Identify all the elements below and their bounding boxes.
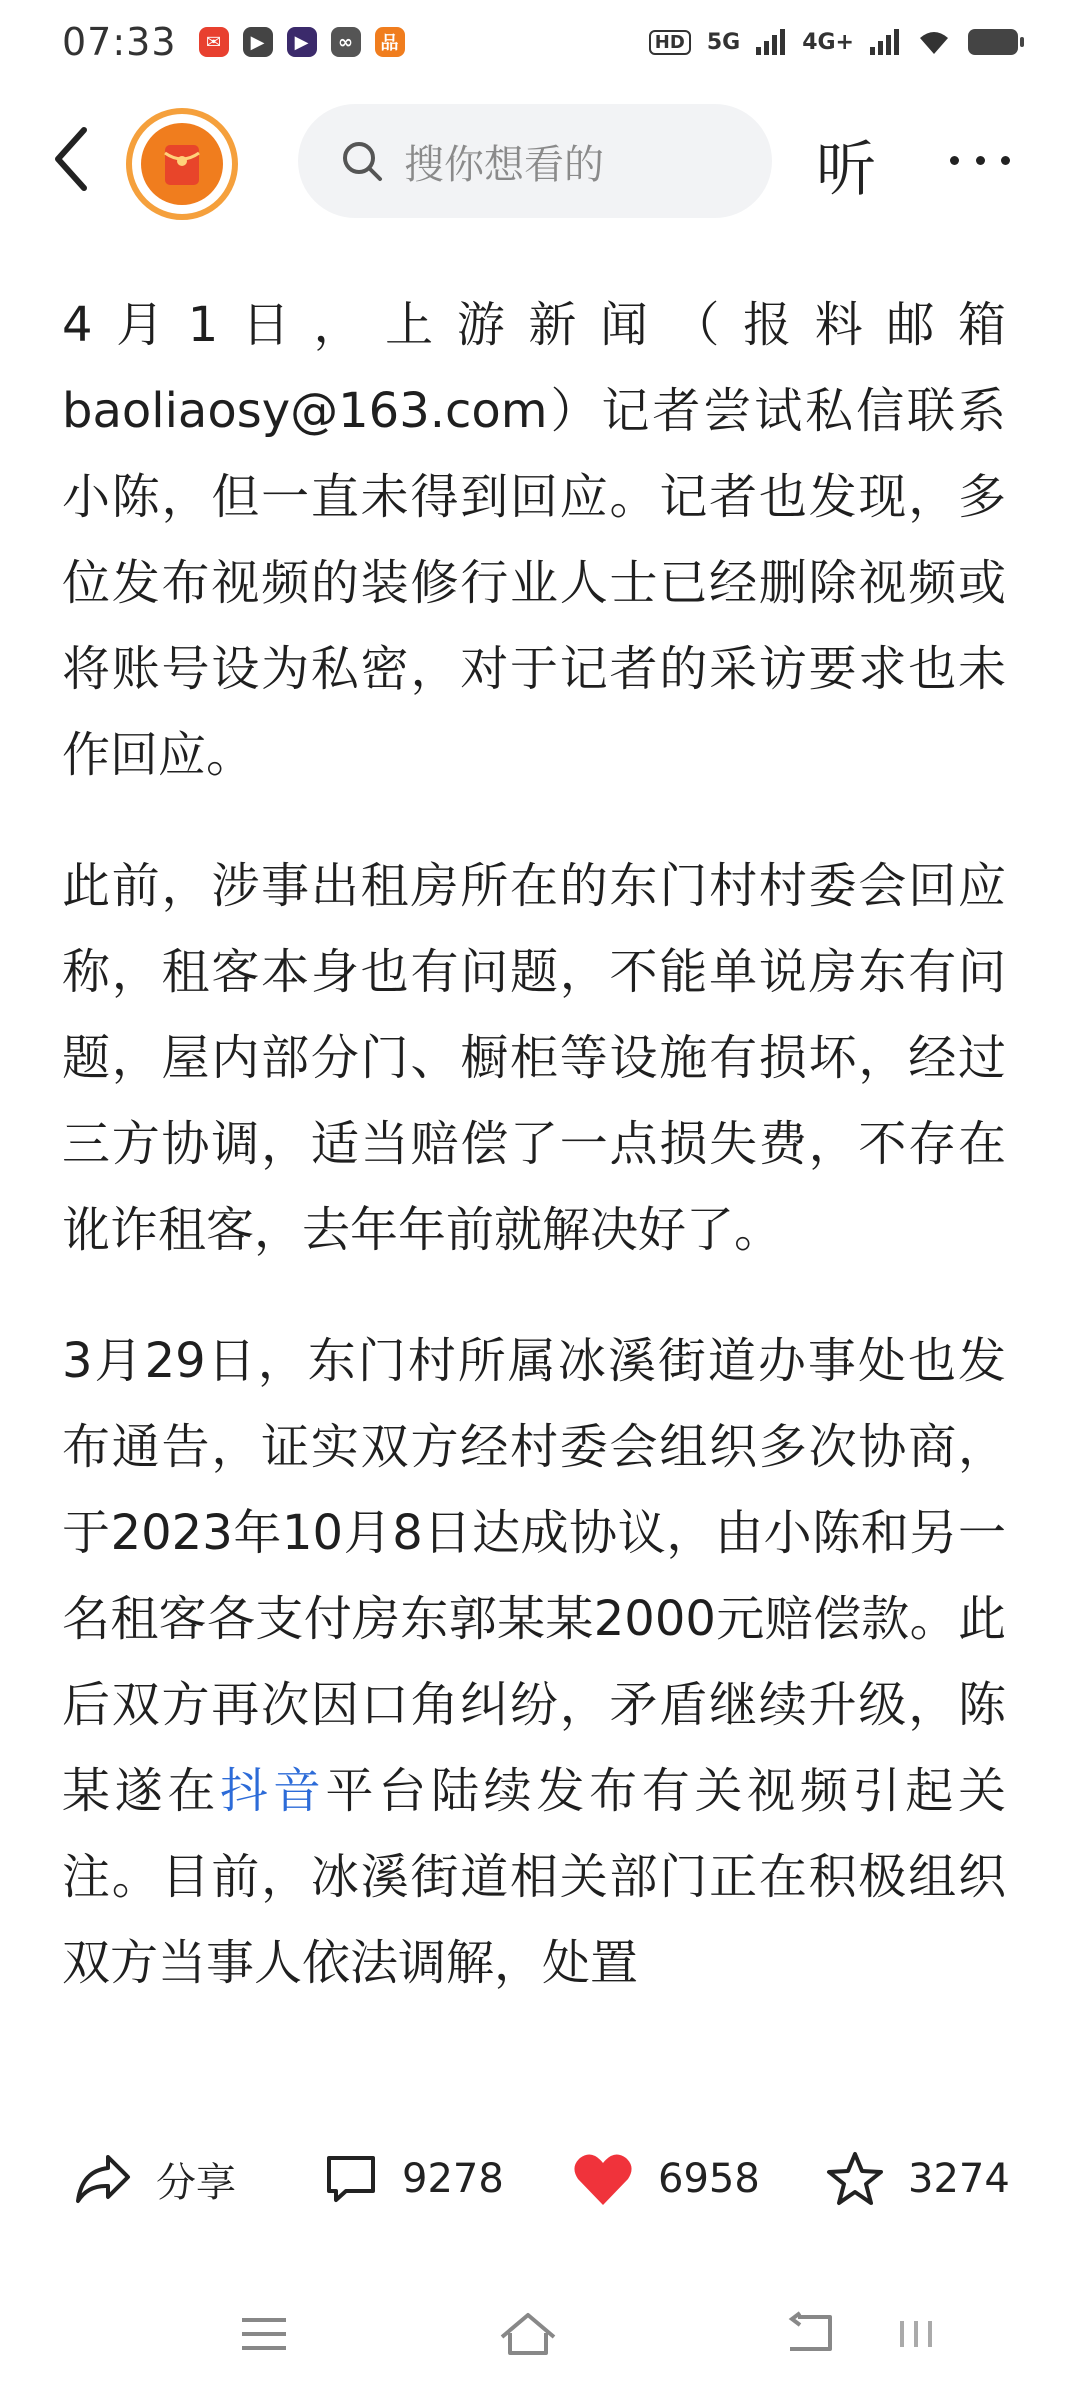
star-icon (826, 2151, 884, 2207)
chevron-left-icon (48, 124, 96, 194)
back-button[interactable] (48, 124, 96, 194)
signal-bars-icon (756, 29, 786, 55)
article-paragraph: 4月1日，上游新闻（报料邮箱baoliaosy@163.com）记者尝试私信联系小陈，但一直未得到回应。记者也发现，多位发布视频的装修行业人士已经删除视频或将账号设为私密，对于记者的采访要求也未作回应。 (62, 297, 1006, 783)
paragraph-text: 平台陆续发布有关视频引起关注。目前，冰溪街道相关部门正在积极组织双方当事人依法调解，处置 (62, 1763, 1006, 1991)
search-icon (340, 139, 384, 183)
paragraph-text: 3月29日，东门村所属冰溪街道办事处也发布通告，证实双方经村委会组织多次协商，于2023年10月8日达成协议，由小陈和另一名租客各支付房东郭某某2000元赔偿款。此后双方再次因口角纠纷，矛盾继续升级，陈某遂在 (62, 1333, 1006, 1819)
home-button[interactable] (488, 2294, 568, 2374)
signal-bars-icon-2 (870, 29, 900, 55)
more-dot-icon (950, 156, 959, 165)
douyin-link[interactable]: 抖音 (220, 1763, 326, 1819)
status-bar (0, 0, 1080, 84)
app-notification-icon-red: ✉ (199, 27, 229, 57)
system-nav-bar (0, 2262, 1080, 2408)
menu-icon (239, 2314, 289, 2354)
signal-4g: 4G+ (802, 29, 854, 55)
avatar[interactable] (126, 108, 238, 220)
back-nav-button[interactable] (770, 2294, 850, 2374)
status-time: 07:33 (62, 20, 177, 64)
article-paragraph: 此前，涉事出租房所在的东门村村委会回应称，租客本身也有问题，不能单说房东有问题，屋内部分门、橱柜等设施有损坏，经过三方协调，适当赔偿了一点损失费，不存在讹诈租客，去年年前就解决好了。 (62, 858, 1006, 1258)
signal-5g: 5G (706, 29, 741, 55)
home-icon (498, 2311, 558, 2357)
hd-label: HD (649, 30, 691, 55)
share-label: 分享 (156, 2159, 236, 2206)
search-input[interactable] (298, 104, 772, 218)
share-icon (74, 2153, 132, 2205)
listen-button[interactable]: 听 (816, 135, 876, 205)
more-dot-icon (976, 156, 985, 165)
article-body (62, 282, 1006, 2090)
comment-icon (324, 2153, 378, 2205)
wifi-icon (916, 28, 952, 56)
likes-count: 6958 (658, 2156, 760, 2202)
share-button[interactable] (74, 2104, 236, 2254)
action-bar (0, 2104, 1080, 2254)
article-paragraph (62, 1318, 1006, 2006)
play-app-icon: ▶ (287, 27, 317, 57)
search-placeholder: 搜你想看的 (404, 141, 604, 188)
more-options-button[interactable] (950, 140, 1010, 180)
system-indicator-icon (900, 2314, 1030, 2354)
heart-icon (572, 2151, 634, 2207)
comments-count: 9278 (402, 2156, 504, 2202)
video-app-icon: ▶ (243, 27, 273, 57)
favorite-button[interactable] (826, 2104, 1010, 2254)
comments-button[interactable] (324, 2104, 504, 2254)
more-dot-icon (1001, 156, 1010, 165)
red-envelope-icon (141, 123, 223, 205)
menu-button[interactable] (224, 2294, 304, 2374)
like-button[interactable] (572, 2104, 760, 2254)
link-app-icon: ∞ (331, 27, 361, 57)
top-nav (0, 96, 1080, 226)
notification-icons (199, 27, 405, 57)
status-right (649, 28, 1018, 56)
back-icon (782, 2311, 838, 2357)
app-notification-icon-orange: 品 (375, 27, 405, 57)
battery-icon (968, 29, 1018, 55)
favorites-count: 3274 (908, 2156, 1010, 2202)
